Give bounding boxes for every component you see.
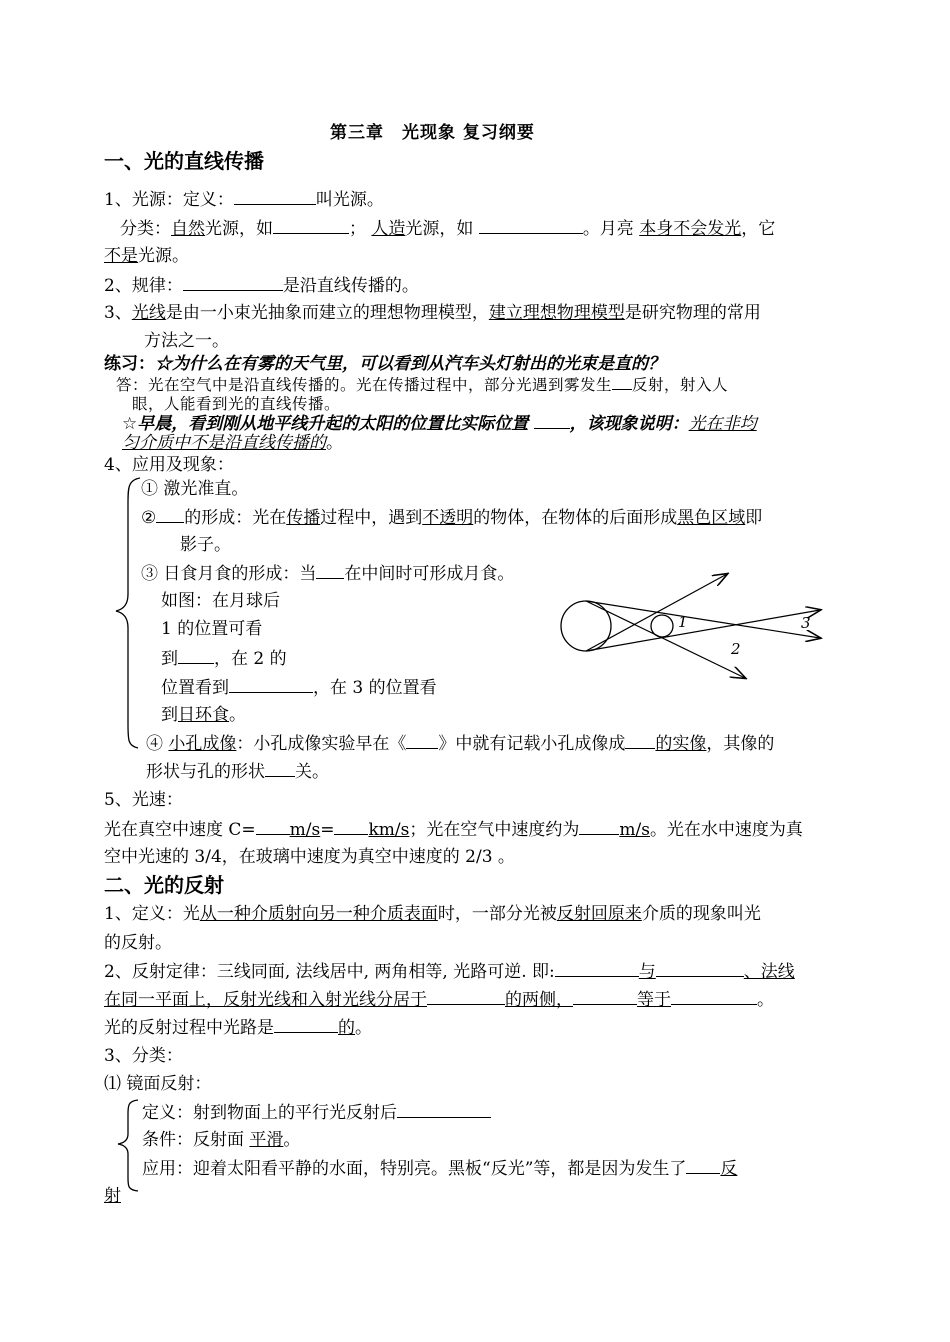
answer-blank bbox=[273, 217, 349, 234]
light-source-classification: 分类：自然光源，如 ； 人造光源，如 。月亮 本身不会发光，它 bbox=[120, 219, 776, 239]
classification-heading: 3、分类： bbox=[104, 1046, 183, 1066]
sun-circle bbox=[561, 601, 611, 651]
answer-blank bbox=[612, 376, 632, 390]
specular-definition: 定义：射到物面上的平行光反射后 bbox=[142, 1101, 491, 1124]
light-speed-values: 光在真空中速度 C= m/s= km/s；光在空气中速度约为 m/s。光在水中速度为真 bbox=[104, 820, 803, 840]
answer-blank bbox=[334, 818, 368, 835]
answer-blank bbox=[671, 988, 757, 1005]
position-label-3: 3 bbox=[801, 614, 811, 632]
reflection-definition: 1、定义：光从一种介质射向另一种介质表面时，一部分光被反射回原来介质的现象叫光 bbox=[104, 904, 761, 924]
light-ray-model-cont: 方法之一。 bbox=[144, 331, 229, 351]
shadow-formation-cont: 影子。 bbox=[180, 535, 231, 555]
answer-blank bbox=[656, 960, 744, 977]
answer-blank bbox=[579, 818, 619, 835]
answer-blank bbox=[406, 732, 438, 749]
answer-blank bbox=[274, 1016, 338, 1033]
answer-blank bbox=[555, 960, 639, 977]
moon-note: 不是光源。 bbox=[104, 246, 189, 266]
answer-blank bbox=[229, 676, 313, 693]
propagation-rule: 2、规律： 是沿直线传播的。 bbox=[104, 276, 419, 296]
eclipse-figure-text-2: 1 的位置可看 bbox=[161, 619, 263, 639]
eclipse-figure-text-1: 如图：在月球后 bbox=[161, 591, 280, 611]
laser-alignment: ① 激光准直。 bbox=[141, 479, 249, 499]
page-title: 第三章 光现象 复习纲要 bbox=[330, 123, 535, 143]
answer-blank bbox=[178, 647, 214, 664]
answer-blank bbox=[686, 1157, 720, 1174]
specular-application: 应用：迎着太阳看平静的水面，特别亮。黑板“反光”等，都是因为发生了 反 bbox=[142, 1159, 738, 1179]
eclipse-figure-text-3: 到 ，在 2 的 bbox=[161, 649, 287, 669]
answer-blank bbox=[397, 1101, 491, 1118]
answer-blank bbox=[625, 732, 655, 749]
section-heading-straight-line: 一、光的直线传播 bbox=[104, 149, 264, 173]
pinhole-imaging: ④ 小孔成像：小孔成像实验早在《 》中就有记载小孔成像成 的实像，其像的 bbox=[146, 734, 775, 754]
exercise-answer-1-cont: 眼，人能看到光的直线传播。 bbox=[132, 395, 341, 413]
answer-blank bbox=[427, 988, 505, 1005]
applications-heading: 4、应用及现象： bbox=[104, 455, 234, 475]
reflection-law: 2、反射定律：三线同面, 法线居中, 两角相等, 光路可逆. 即: 与 、法线 bbox=[104, 962, 795, 982]
light-source-definition: 1、光源：定义： 叫光源。 bbox=[104, 190, 384, 210]
curly-brace-left-2 bbox=[114, 1098, 144, 1194]
reflection-definition-cont: 的反射。 bbox=[104, 933, 172, 953]
position-label-1: 1 bbox=[678, 613, 688, 631]
eclipse-figure-text-4: 位置看到 ，在 3 的位置看 bbox=[161, 678, 437, 698]
eclipse-figure-text-5: 到日环食。 bbox=[161, 705, 246, 725]
answer-blank bbox=[265, 760, 295, 777]
specular-application-cont: 射 bbox=[104, 1186, 121, 1206]
specular-reflection-heading: ⑴ 镜面反射： bbox=[104, 1074, 212, 1094]
exercise-question-2-cont: 匀介质中不是沿直线传播的。 bbox=[122, 433, 343, 453]
answer-blank bbox=[573, 988, 637, 1005]
answer-blank bbox=[256, 818, 290, 835]
light-speed-heading: 5、光速： bbox=[104, 790, 183, 810]
pinhole-imaging-cont: 形状与孔的形状 关。 bbox=[146, 762, 329, 782]
shadow-formation: ② 的形成：光在传播过程中，遇到不透明的物体，在物体的后面形成黑色区域即 bbox=[141, 508, 763, 528]
section-heading-reflection: 二、光的反射 bbox=[104, 873, 224, 897]
answer-blank bbox=[183, 274, 283, 291]
answer-blank bbox=[234, 188, 316, 205]
position-label-2: 2 bbox=[731, 640, 741, 658]
answer-blank bbox=[316, 562, 344, 579]
reflection-law-cont: 在同一平面上，反射光线和入射光线分居于 的两侧， 等于 。 bbox=[104, 990, 774, 1010]
exercise-answer-1: 答：光在空气中是沿直线传播的。光在传播过程中，部分光遇到雾发生 反射，射入人 bbox=[116, 376, 729, 394]
answer-blank bbox=[479, 217, 583, 234]
reversible-path: 光的反射过程中光路是 的。 bbox=[104, 1018, 372, 1038]
eclipse-diagram bbox=[555, 570, 855, 700]
light-ray-model: 3、光线是由一小束光抽象而建立的理想物理模型，建立理想物理模型是研究物理的常用 bbox=[104, 303, 761, 323]
eclipse-formation: ③ 日食月食的形成：当 在中间时可形成月食。 bbox=[141, 564, 515, 584]
exercise-question-1: 练习：☆为什么在有雾的天气里，可以看到从汽车头灯射出的光束是直的？ bbox=[104, 354, 665, 374]
answer-blank bbox=[534, 412, 570, 429]
answer-blank bbox=[156, 506, 184, 523]
light-speed-values-cont: 空中光速的 3/4，在玻璃中速度为真空中速度的 2/3 。 bbox=[104, 847, 515, 867]
specular-condition: 条件：反射面 平滑。 bbox=[142, 1130, 301, 1150]
exercise-question-2: ☆早晨，看到刚从地平线升起的太阳的位置比实际位置 ，该现象说明：光在非均 bbox=[122, 414, 757, 434]
